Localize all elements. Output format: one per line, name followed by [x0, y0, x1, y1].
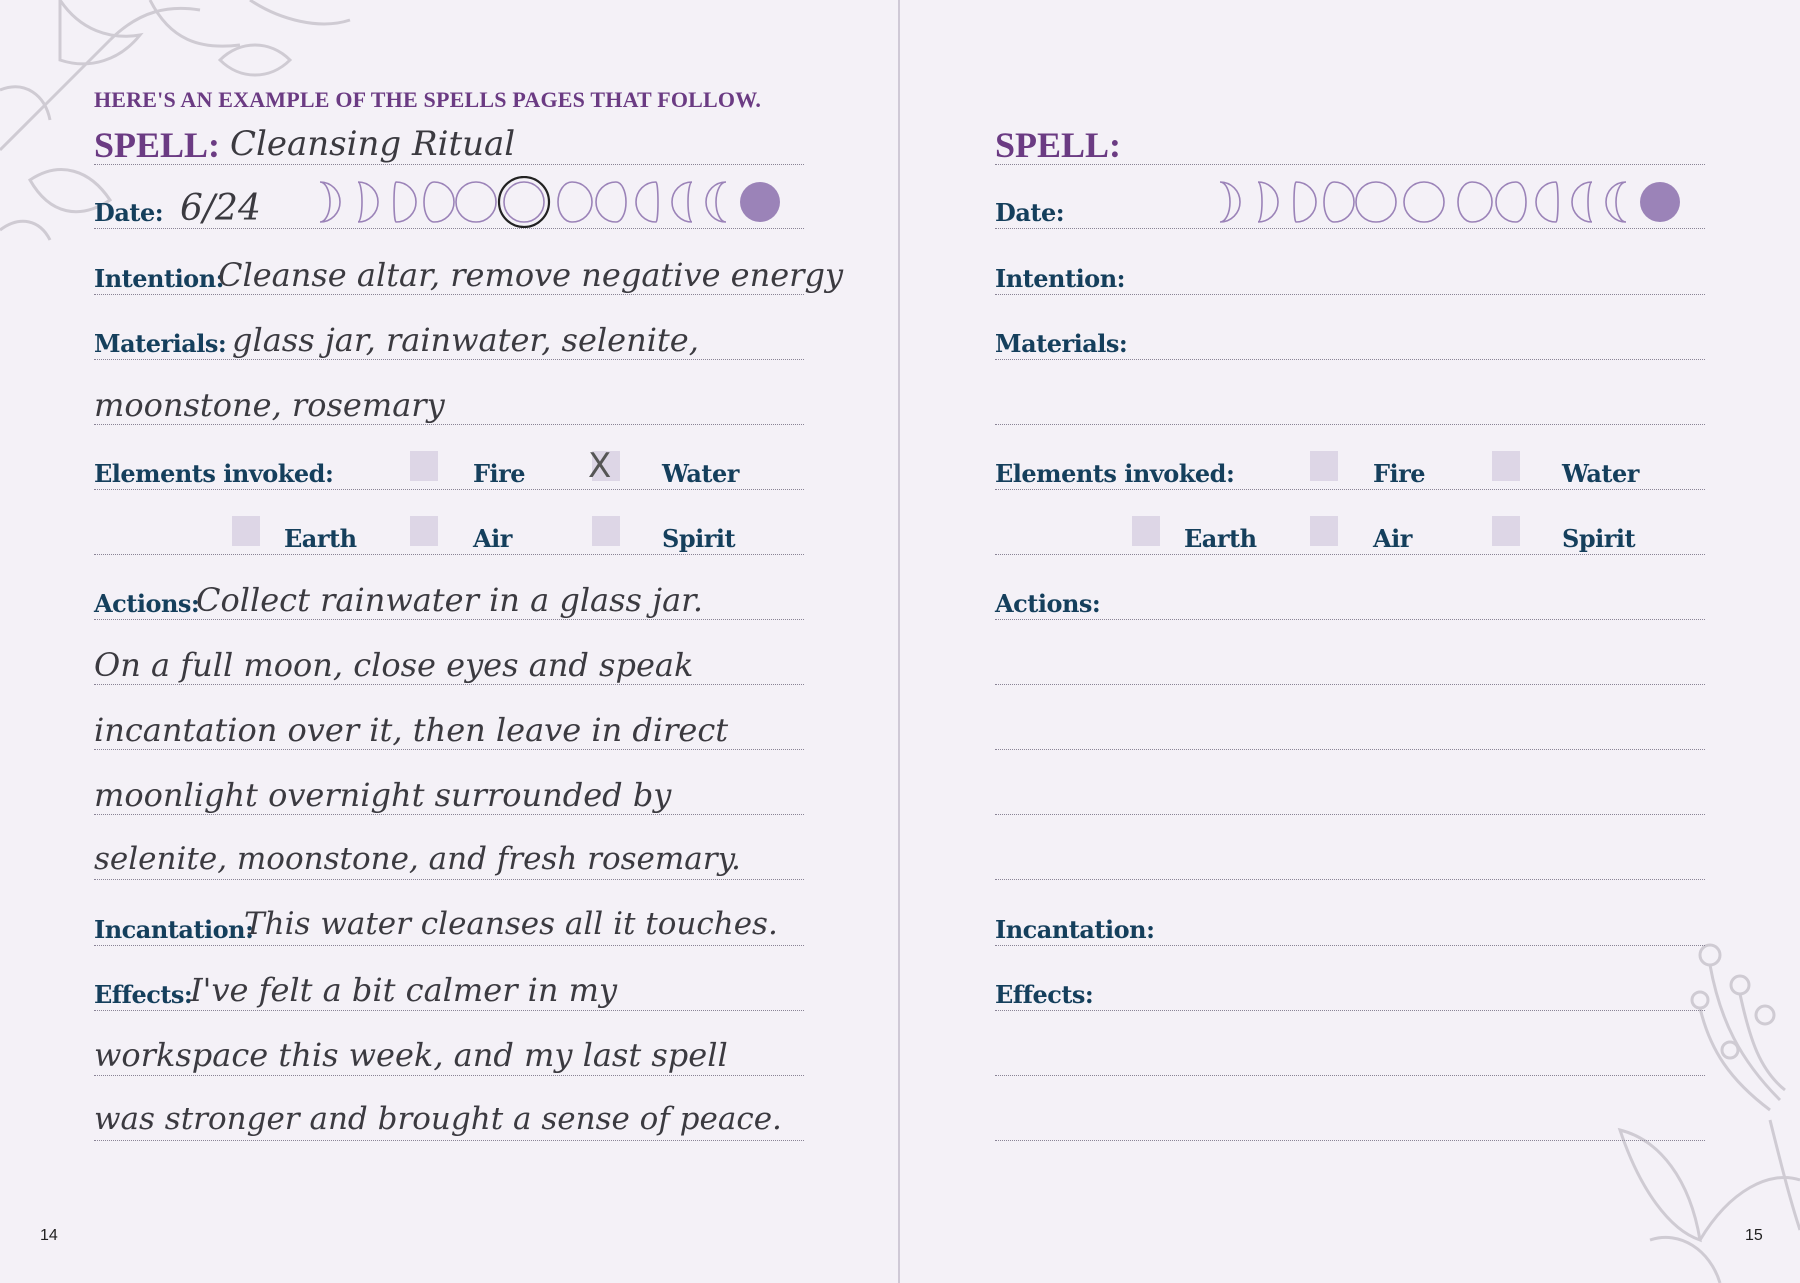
actions-rule-3	[94, 749, 804, 750]
effects-rule-3	[94, 1140, 804, 1141]
air-checkbox[interactable]	[410, 516, 438, 546]
moon-phase-1[interactable]	[1220, 182, 1240, 222]
materials-line	[995, 359, 1705, 360]
fire-label: Fire	[473, 459, 526, 488]
materials-line	[94, 359, 804, 360]
moon-phase-7[interactable]	[1458, 182, 1492, 222]
moon-phase-1[interactable]	[320, 182, 340, 222]
actions-rule-2	[94, 684, 804, 685]
spell-name-value[interactable]: Cleansing Ritual	[230, 124, 516, 164]
incantation-line	[94, 945, 804, 946]
moon-phase-6[interactable]	[499, 177, 549, 227]
moon-phase-12[interactable]	[1640, 182, 1680, 222]
intention-value[interactable]: Cleanse altar, remove negative energy	[218, 256, 844, 294]
moon-phase-9[interactable]	[1536, 182, 1558, 222]
incantation-label: Incantation:	[94, 915, 254, 944]
effects-label: Effects:	[94, 980, 193, 1009]
elements-label: Elements invoked:	[94, 459, 334, 488]
spell-label: SPELL:	[995, 125, 1122, 165]
actions-line-3[interactable]: incantation over it, then leave in direct	[94, 711, 729, 749]
elements-line	[94, 489, 804, 490]
elements-line-2	[94, 554, 804, 555]
fire-label: Fire	[1373, 459, 1426, 488]
moon-phase-10[interactable]	[672, 182, 692, 222]
effects-rule-1	[995, 1010, 1705, 1011]
actions-rule-1	[995, 619, 1705, 620]
effects-rule-2	[995, 1075, 1705, 1076]
moon-phase-2[interactable]	[1258, 182, 1278, 222]
date-line	[94, 228, 804, 229]
actions-line-4[interactable]: moonlight overnight surrounded by	[94, 776, 672, 814]
earth-checkbox[interactable]	[232, 516, 260, 546]
moon-phase-5[interactable]	[1356, 182, 1396, 222]
effects-label: Effects:	[995, 980, 1094, 1009]
spirit-checkbox[interactable]	[1492, 516, 1520, 546]
moon-phase-selector[interactable]	[296, 176, 806, 228]
moon-phase-12[interactable]	[740, 182, 780, 222]
moon-phase-2[interactable]	[358, 182, 378, 222]
water-label: Water	[662, 459, 739, 488]
spirit-checkbox[interactable]	[592, 516, 620, 546]
materials-label: Materials:	[94, 329, 227, 358]
effects-rule-1	[94, 1010, 804, 1011]
effects-rule-3	[995, 1140, 1705, 1141]
intention-line	[94, 294, 804, 295]
selected-phase-ring	[499, 177, 549, 227]
actions-rule-2	[995, 684, 1705, 685]
moon-phase-4[interactable]	[1324, 182, 1354, 222]
air-checkbox[interactable]	[1310, 516, 1338, 546]
actions-label: Actions:	[995, 589, 1101, 618]
elements-line-2	[995, 554, 1705, 555]
air-label: Air	[473, 524, 512, 553]
incantation-label: Incantation:	[995, 915, 1155, 944]
actions-line-1[interactable]: Collect rainwater in a glass jar.	[196, 581, 704, 619]
materials-value[interactable]: glass jar, rainwater, selenite,	[232, 321, 699, 359]
elements-line	[995, 489, 1705, 490]
date-label: Date:	[94, 198, 164, 227]
example-header: HERE'S AN EXAMPLE OF THE SPELLS PAGES THAT FOLLOW.	[94, 87, 762, 112]
spirit-label: Spirit	[662, 524, 736, 553]
moon-phase-9[interactable]	[636, 182, 658, 222]
intention-label: Intention:	[995, 264, 1125, 293]
moon-phase-4[interactable]	[424, 182, 454, 222]
date-value[interactable]: 6/24	[180, 188, 261, 229]
incantation-line	[995, 945, 1705, 946]
moon-phase-3[interactable]	[1294, 182, 1316, 222]
water-label: Water	[1562, 459, 1639, 488]
moon-phase-8[interactable]	[596, 182, 626, 222]
effects-line-1[interactable]: I've felt a bit calmer in my	[190, 971, 618, 1009]
moon-phase-5[interactable]	[456, 182, 496, 222]
left-page	[0, 0, 898, 1283]
date-line	[995, 228, 1705, 229]
fire-checkbox[interactable]	[1310, 451, 1338, 481]
date-label: Date:	[995, 198, 1065, 227]
intention-line	[995, 294, 1705, 295]
earth-checkbox[interactable]	[1132, 516, 1160, 546]
floral-decoration	[1580, 940, 1800, 1283]
effects-line-3[interactable]: was stronger and brought a sense of peace.	[94, 1101, 782, 1137]
right-page	[900, 0, 1800, 1283]
elements-label: Elements invoked:	[995, 459, 1235, 488]
spell-line	[995, 164, 1705, 165]
actions-line-5[interactable]: selenite, moonstone, and fresh rosemary.	[94, 841, 741, 877]
actions-line-2[interactable]: On a full moon, close eyes and speak	[94, 646, 694, 684]
moon-phase-7[interactable]	[558, 182, 592, 222]
moon-phase-3[interactable]	[394, 182, 416, 222]
incantation-value[interactable]: This water cleanses all it touches.	[244, 906, 778, 942]
page-number-left: 14	[40, 1227, 58, 1244]
actions-rule-5	[94, 879, 804, 880]
actions-rule-4	[995, 814, 1705, 815]
moon-phase-11[interactable]	[1606, 182, 1626, 222]
air-label: Air	[1373, 524, 1412, 553]
spirit-label: Spirit	[1562, 524, 1636, 553]
actions-rule-5	[995, 879, 1705, 880]
fire-checkbox[interactable]	[410, 451, 438, 481]
water-check-mark: X	[588, 446, 612, 486]
actions-label: Actions:	[94, 589, 200, 618]
actions-rule-3	[995, 749, 1705, 750]
effects-rule-2	[94, 1075, 804, 1076]
moon-phase-11[interactable]	[706, 182, 726, 222]
effects-line-2[interactable]: workspace this week, and my last spell	[94, 1036, 728, 1074]
materials-value-continued[interactable]: moonstone, rosemary	[94, 386, 445, 424]
moon-phase-6[interactable]	[1404, 182, 1444, 222]
intention-label: Intention:	[94, 264, 224, 293]
moon-phase-selector[interactable]	[1196, 176, 1706, 228]
actions-rule-1	[94, 619, 804, 620]
materials-line-2	[995, 424, 1705, 425]
spell-line	[94, 164, 804, 165]
earth-label: Earth	[1184, 524, 1257, 553]
spell-label: SPELL:	[94, 125, 221, 165]
water-checkbox[interactable]	[1492, 451, 1520, 481]
earth-label: Earth	[284, 524, 357, 553]
actions-rule-4	[94, 814, 804, 815]
page-number-right: 15	[1745, 1227, 1763, 1244]
moon-phase-10[interactable]	[1572, 182, 1592, 222]
moon-phase-8[interactable]	[1496, 182, 1526, 222]
materials-line-2	[94, 424, 804, 425]
materials-label: Materials:	[995, 329, 1128, 358]
